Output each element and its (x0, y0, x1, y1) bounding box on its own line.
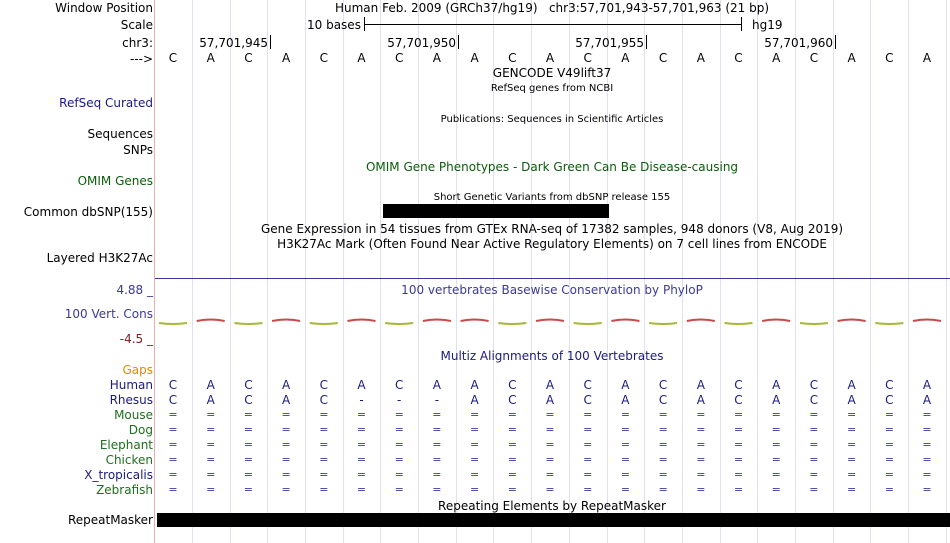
alignment-char: = (432, 408, 442, 421)
phylop-mark (838, 320, 866, 322)
alignment-char: = (884, 483, 894, 496)
gtex-track-title[interactable]: Gene Expression in 54 tissues from GTEx RNA-seq of 17382 samples, 948 donors (V8, Aug 2019) (260, 222, 844, 236)
base-letter: A (432, 51, 441, 65)
base-grid-line (757, 0, 758, 543)
alignment-char: = (733, 408, 744, 421)
alignment-char: = (319, 408, 329, 421)
alignment-char: = (432, 483, 442, 496)
alignment-char: = (356, 483, 367, 496)
layered-h3k27ac-label[interactable]: Layered H3K27Ac (46, 251, 153, 265)
alignment-char: = (809, 423, 819, 436)
coordinate-tick (270, 35, 271, 49)
phylop-mark (234, 323, 262, 324)
alignment-char: = (545, 438, 555, 451)
alignment-char: = (922, 423, 932, 436)
base-grid-line (456, 0, 457, 543)
window-position-label: Window Position (55, 1, 153, 15)
alignment-char: = (771, 483, 781, 496)
alignment-char: = (922, 468, 932, 481)
alignment-char: = (243, 483, 253, 496)
alignment-char: = (168, 453, 178, 466)
alignment-char: = (356, 438, 367, 451)
species-label-human[interactable]: Human (109, 378, 153, 392)
alignment-char: = (620, 423, 630, 436)
base-letter: A (922, 51, 932, 65)
base-grid-line (870, 0, 871, 543)
alignment-char: = (809, 438, 819, 451)
phylop-mark (762, 320, 790, 322)
phylop-track-title[interactable]: 100 vertebrates Basewise Conservation by PhyloP (401, 283, 703, 297)
alignment-char: = (243, 408, 253, 421)
alignment-char: A (432, 378, 441, 392)
phylop-mark (310, 323, 338, 324)
alignment-char: = (922, 453, 932, 466)
base-letter: A (621, 51, 630, 65)
alignment-char: = (469, 408, 480, 421)
alignment-char: = (771, 408, 781, 421)
alignment-char: = (281, 453, 291, 466)
base-letter: C (244, 51, 253, 65)
alignment-char: = (243, 423, 253, 436)
alignment-char: = (319, 483, 329, 496)
refseq-track-subtitle[interactable]: RefSeq genes from NCBI (490, 83, 614, 94)
snps-label[interactable]: SNPs (123, 143, 153, 157)
base-grid-line (230, 0, 231, 543)
alignment-char: = (281, 438, 291, 451)
alignment-char: = (658, 483, 668, 496)
alignment-char: = (583, 423, 593, 436)
alignment-char: A (847, 393, 856, 407)
alignment-char: = (922, 438, 932, 451)
base-grid-line (795, 0, 796, 543)
omim-track-title[interactable]: OMIM Gene Phenotypes - Dark Green Can Be Disease-causing (365, 160, 739, 174)
alignment-char: C (658, 393, 668, 407)
alignment-char: A (470, 393, 479, 407)
base-letter: C (885, 51, 894, 65)
alignment-char: = (884, 453, 894, 466)
alignment-char: = (846, 483, 857, 496)
alignment-char: = (281, 468, 291, 481)
scale-bar-right-tick (741, 17, 742, 31)
phylop-mark (159, 323, 187, 324)
dbsnp-label[interactable]: Common dbSNP(155) (23, 205, 153, 219)
base-letter: A (470, 51, 479, 65)
alignment-char: C (244, 393, 253, 407)
alignment-char: = (733, 438, 744, 451)
alignment-char: = (658, 438, 668, 451)
h3k27ac-baseline (155, 278, 950, 279)
base-letter: C (394, 51, 404, 65)
alignment-char: = (206, 453, 216, 466)
alignment-char: = (620, 468, 630, 481)
omim-genes-label[interactable]: OMIM Genes (77, 174, 153, 188)
alignment-char: C (885, 393, 894, 407)
base-letter: C (168, 51, 178, 65)
base-grid-line (682, 0, 683, 543)
h3k27ac-track-title[interactable]: H3K27Ac Mark (Often Found Near Active Regulatory Elements) on 7 cell lines from ENCODE (277, 237, 827, 251)
alignment-char: = (809, 483, 819, 496)
alignment-char: = (884, 408, 894, 421)
alignment-char: = (394, 408, 404, 421)
alignment-char: = (620, 438, 630, 451)
alignment-char: A (357, 378, 366, 392)
alignment-char: = (771, 453, 781, 466)
alignment-char: = (846, 468, 857, 481)
alignment-char: = (319, 423, 329, 436)
alignment-char: = (243, 453, 253, 466)
phylop-mark (461, 320, 489, 322)
phylop-mark (272, 320, 300, 322)
alignment-char: = (469, 453, 480, 466)
alignment-char: = (206, 483, 216, 496)
alignment-char: = (394, 468, 404, 481)
alignment-char: = (356, 408, 367, 421)
alignment-char: A (206, 393, 215, 407)
base-letter: C (583, 51, 592, 65)
base-letter: A (847, 51, 856, 65)
alignment-char: = (884, 423, 894, 436)
alignment-char: = (168, 438, 178, 451)
base-letter: A (545, 51, 555, 65)
alignment-char: A (470, 378, 479, 392)
alignment-char: = (846, 438, 857, 451)
alignment-char: = (620, 483, 630, 496)
base-letter: C (734, 51, 743, 65)
alignment-char: = (545, 468, 555, 481)
alignment-char: = (583, 438, 593, 451)
alignment-char: A (772, 393, 781, 407)
alignment-char: A (696, 378, 705, 392)
alignment-char: = (206, 438, 216, 451)
phylop-signal[interactable] (155, 316, 950, 328)
alignment-char: C (394, 378, 404, 392)
sequences-label[interactable]: Sequences (87, 127, 153, 141)
alignment-char: = (696, 453, 706, 466)
base-grid-line (267, 0, 268, 543)
alignment-char: = (168, 423, 178, 436)
alignment-char: = (733, 468, 744, 481)
alignment-char: = (620, 453, 630, 466)
alignment-char: = (658, 408, 668, 421)
alignment-char: = (394, 423, 404, 436)
alignment-char: = (545, 483, 555, 496)
species-label-dog[interactable]: Dog (128, 423, 153, 437)
alignment-char: = (809, 468, 819, 481)
alignment-char: = (168, 408, 178, 421)
multiz-track-title[interactable]: Multiz Alignments of 100 Vertebrates (440, 349, 664, 363)
alignment-char: C (734, 378, 743, 392)
alignment-char: = (846, 453, 857, 466)
alignment-char: = (432, 453, 442, 466)
phylop-mark (197, 320, 225, 322)
alignment-char: = (771, 468, 781, 481)
alignment-char: = (356, 423, 367, 436)
alignment-char: = (696, 423, 706, 436)
phylop-max-value: 4.88 _ (116, 283, 153, 297)
coordinate-label: 57,701,960 (764, 36, 833, 50)
alignment-char: = (206, 408, 216, 421)
alignment-char: - (397, 393, 402, 407)
alignment-char: = (545, 423, 555, 436)
alignment-char: = (206, 423, 216, 436)
species-label-elephant[interactable]: Elephant (99, 438, 153, 452)
vert-cons-label[interactable]: 100 Vert. Cons (64, 307, 153, 321)
alignment-char: C (319, 393, 328, 407)
base-grid-line (908, 0, 909, 543)
window-position-value: Human Feb. 2009 (GRCh37/hg19) chr3:57,701,943-57,701,963 (21 bp) (334, 1, 770, 15)
species-label-x_tropicalis[interactable]: X_tropicalis (84, 468, 153, 482)
alignment-char: = (733, 483, 744, 496)
base-letter: A (206, 51, 215, 65)
alignment-char: = (319, 468, 329, 481)
base-grid-line (644, 0, 645, 543)
alignment-char: = (281, 483, 291, 496)
base-grid-line (418, 0, 419, 543)
alignment-char: = (846, 408, 857, 421)
alignment-char: = (583, 468, 593, 481)
alignment-char: C (244, 378, 253, 392)
alignment-char: C (583, 393, 592, 407)
alignment-char: A (696, 393, 705, 407)
coordinate-label: 57,701,950 (387, 36, 456, 50)
phylop-min-value: -4.5 _ (119, 332, 153, 346)
alignment-char: C (583, 378, 592, 392)
refseq-curated-label[interactable]: RefSeq Curated (59, 96, 153, 110)
phylop-mark (875, 323, 903, 324)
coordinate-tick (458, 35, 459, 49)
gaps-label[interactable]: Gaps (122, 363, 153, 377)
alignment-char: = (168, 468, 178, 481)
alignment-char: = (206, 468, 216, 481)
alignment-char: C (809, 378, 819, 392)
phylop-mark (574, 323, 602, 324)
alignment-char: = (658, 423, 668, 436)
base-grid-line (833, 0, 834, 543)
alignment-char: = (394, 483, 404, 496)
alignment-char: = (281, 408, 291, 421)
alignment-char: = (922, 408, 932, 421)
alignment-char: = (507, 438, 517, 451)
alignment-char: = (432, 438, 442, 451)
dbsnp-variant-bar[interactable] (383, 204, 609, 218)
scale-label: Scale (120, 18, 153, 32)
alignment-char: = (432, 468, 442, 481)
alignment-char: = (507, 483, 517, 496)
repeatmasker-bar[interactable] (157, 513, 950, 527)
alignment-char: = (356, 468, 367, 481)
alignment-char: = (733, 453, 744, 466)
alignment-char: C (508, 378, 517, 392)
repeatmasker-label[interactable]: RepeatMasker (67, 513, 153, 527)
alignment-char: = (469, 483, 480, 496)
base-grid-line (380, 0, 381, 543)
alignment-char: = (545, 453, 555, 466)
base-grid-line (192, 0, 193, 543)
alignment-char: = (884, 468, 894, 481)
label-divider (154, 0, 155, 543)
phylop-mark (611, 320, 639, 322)
alignment-char: = (696, 438, 706, 451)
alignment-char: = (620, 408, 630, 421)
alignment-char: C (885, 378, 894, 392)
base-letter: A (281, 51, 291, 65)
alignment-char: = (281, 423, 291, 436)
alignment-char: = (394, 453, 404, 466)
alignment-char: C (809, 393, 819, 407)
alignment-char: = (771, 438, 781, 451)
alignment-char: = (394, 438, 404, 451)
strand-label: ---> (129, 52, 153, 66)
species-label-rhesus[interactable]: Rhesus (109, 393, 153, 407)
alignment-char: A (621, 393, 630, 407)
alignment-char: = (696, 468, 706, 481)
base-letter: A (772, 51, 781, 65)
gencode-track-title[interactable]: GENCODE V49lift37 (492, 66, 612, 80)
publications-track-title[interactable]: Publications: Sequences in Scientific Articles (440, 114, 664, 125)
alignment-char: = (432, 423, 442, 436)
alignment-char: = (507, 408, 517, 421)
phylop-mark (498, 323, 526, 324)
phylop-mark (536, 320, 564, 322)
coordinate-label: 57,701,955 (575, 36, 644, 50)
alignment-char: - (434, 393, 440, 407)
phylop-mark (348, 320, 376, 322)
phylop-mark (725, 323, 753, 324)
phylop-mark (913, 320, 941, 322)
alignment-char: C (168, 393, 178, 407)
alignment-char: = (356, 453, 367, 466)
alignment-char: = (696, 483, 706, 496)
alignment-char: = (583, 483, 593, 496)
base-letter: A (357, 51, 366, 65)
alignment-char: = (809, 453, 819, 466)
alignment-char: C (168, 378, 178, 392)
alignment-char: = (243, 438, 253, 451)
alignment-char: = (545, 408, 555, 421)
phylop-mark (423, 320, 451, 322)
base-letter: C (319, 51, 328, 65)
species-label-zebrafish[interactable]: Zebrafish (96, 483, 153, 497)
base-grid-line (946, 0, 947, 543)
alignment-char: = (319, 438, 329, 451)
base-letter: C (508, 51, 517, 65)
alignment-char: A (545, 393, 555, 407)
alignment-char: = (809, 408, 819, 421)
species-label-mouse[interactable]: Mouse (114, 408, 153, 422)
base-grid-line (343, 0, 344, 543)
alignment-char: = (469, 423, 480, 436)
coordinate-tick (646, 35, 647, 49)
scale-bar-text: 10 bases (307, 18, 361, 32)
alignment-char: A (281, 393, 291, 407)
coordinate-label: 57,701,945 (199, 36, 268, 50)
alignment-char: = (583, 453, 593, 466)
alignment-char: C (508, 393, 517, 407)
base-letter: C (809, 51, 819, 65)
alignment-char: A (772, 378, 781, 392)
species-label-chicken[interactable]: Chicken (105, 453, 153, 467)
alignment-char: = (583, 408, 593, 421)
phylop-mark (385, 323, 413, 324)
alignment-char: C (658, 378, 668, 392)
alignment-char: = (658, 468, 668, 481)
scale-bar (364, 24, 741, 25)
alignment-char: = (771, 423, 781, 436)
alignment-char: A (847, 378, 856, 392)
alignment-char: = (658, 453, 668, 466)
base-letter: C (658, 51, 668, 65)
alignment-char: - (359, 393, 364, 407)
alignment-char: A (206, 378, 215, 392)
phylop-mark (649, 323, 677, 324)
alignment-char: = (243, 468, 253, 481)
alignment-char: = (922, 483, 932, 496)
scale-db: hg19 (752, 18, 783, 32)
coordinate-tick (835, 35, 836, 49)
alignment-char: A (922, 393, 932, 407)
alignment-char: = (469, 468, 480, 481)
alignment-char: = (319, 453, 329, 466)
alignment-char: C (319, 378, 328, 392)
dbsnp-track-title[interactable]: Short Genetic Variants from dbSNP release 155 (433, 192, 671, 203)
base-grid-line (720, 0, 721, 543)
alignment-char: = (469, 438, 480, 451)
alignment-char: = (507, 423, 517, 436)
alignment-char: C (734, 393, 743, 407)
alignment-char: = (733, 423, 744, 436)
alignment-char: = (507, 453, 517, 466)
alignment-char: A (545, 378, 555, 392)
alignment-char: = (884, 438, 894, 451)
alignment-char: A (621, 378, 630, 392)
alignment-char: = (168, 483, 178, 496)
alignment-char: = (507, 468, 517, 481)
phylop-mark (687, 320, 715, 322)
base-grid-line (305, 0, 306, 543)
phylop-mark (800, 323, 828, 324)
repeatmasker-track-title[interactable]: Repeating Elements by RepeatMasker (438, 499, 666, 513)
base-letter: A (696, 51, 705, 65)
alignment-char: = (846, 423, 857, 436)
alignment-char: A (922, 378, 932, 392)
alignment-char: A (281, 378, 291, 392)
chrom-label: chr3: (122, 36, 153, 50)
alignment-char: = (696, 408, 706, 421)
